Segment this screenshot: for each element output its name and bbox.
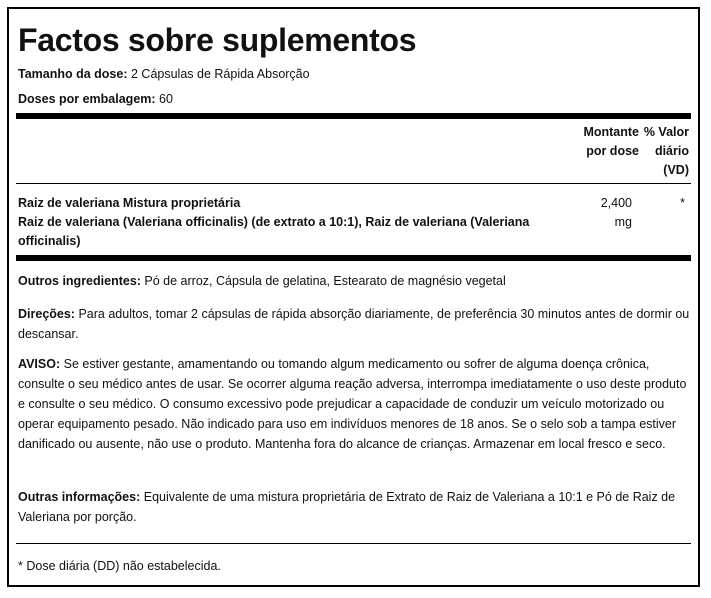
servings-per-container-row — [18, 91, 173, 108]
directions-text: Para adultos, tomar 2 cápsulas de rápida absorção diariamente, de preferência 30 minutos antes de dormir ou descansar. — [18, 307, 690, 341]
footnote-divider — [16, 543, 691, 544]
thick-divider-bottom — [16, 255, 691, 261]
ingredient-daily-value: * — [680, 196, 685, 210]
warning — [18, 354, 694, 454]
other-information-label: Outras informações: — [18, 490, 141, 504]
amount-header-line-1: Montante — [583, 125, 639, 139]
dv-header-line-2: diário — [654, 144, 689, 158]
footnote: * Dose diária (DD) não estabelecida. — [18, 559, 221, 573]
warning-text: Se estiver gestante, amamentando ou tomando algum medicamento ou sofrer de alguma doença crônica, consulte o seu médico antes de usar. Se ocorrer alguma reação adversa, interrompa imediatamente o uso deste produto e consulte o seu médico. O consumo excessivo pode prejudicar a capacidade de conduzir um veículo motorizado ou operar equipamento pesado. Não indicado para uso em indivíduos menores de 18 anos. Se o selo sob a tampa estiver danificado ou ausente, não use o produto. Mantenha fora do alcance de crianças. Armazenar em local fresco e seco. — [18, 357, 687, 451]
servings-per-container-label: Doses por embalagem: — [18, 92, 156, 106]
thick-divider-top — [16, 113, 691, 119]
amount-header-line-2: por dose — [586, 144, 639, 158]
other-ingredients-text: Pó de arroz, Cápsula de gelatina, Estearato de magnésio vegetal — [144, 274, 506, 288]
amount-per-serving-header — [569, 123, 639, 161]
serving-size-label: Tamanho da dose: — [18, 67, 128, 81]
ingredient-amount-value: 2,400 — [600, 196, 632, 210]
panel-title: Factos sobre suplementos — [18, 22, 417, 58]
other-information — [18, 487, 694, 527]
other-information-text: Equivalente de uma mistura proprietária de Extrato de Raiz de Valeriana a 10:1 e Pó de Raiz de Valeriana por porção. — [18, 490, 676, 524]
other-ingredients-label: Outros ingredientes: — [18, 274, 141, 288]
directions — [18, 304, 694, 344]
ingredient-name — [18, 194, 548, 251]
ingredient-name-line-3: officinalis) — [18, 234, 81, 248]
dv-header-line-3: (VD) — [663, 163, 689, 177]
daily-value-header — [637, 123, 689, 180]
serving-size-value: 2 Cápsulas de Rápida Absorção — [131, 67, 310, 81]
ingredient-name-line-2: Raiz de valeriana (Valeriana officinalis) (de extrato a 10:1), Raiz de valeriana (Valeriana — [18, 215, 530, 229]
header-divider — [16, 183, 691, 184]
directions-label: Direções: — [18, 307, 75, 321]
ingredient-amount — [586, 194, 632, 232]
supplement-facts-panel — [7, 7, 700, 587]
ingredient-amount-unit: mg — [614, 215, 632, 229]
warning-label: AVISO: — [18, 357, 61, 371]
serving-size-row — [18, 66, 310, 83]
servings-per-container-value: 60 — [159, 92, 173, 106]
ingredient-name-line-1: Raiz de valeriana Mistura proprietária — [18, 196, 241, 210]
other-ingredients — [18, 271, 694, 291]
dv-header-line-1: % Valor — [643, 125, 689, 139]
